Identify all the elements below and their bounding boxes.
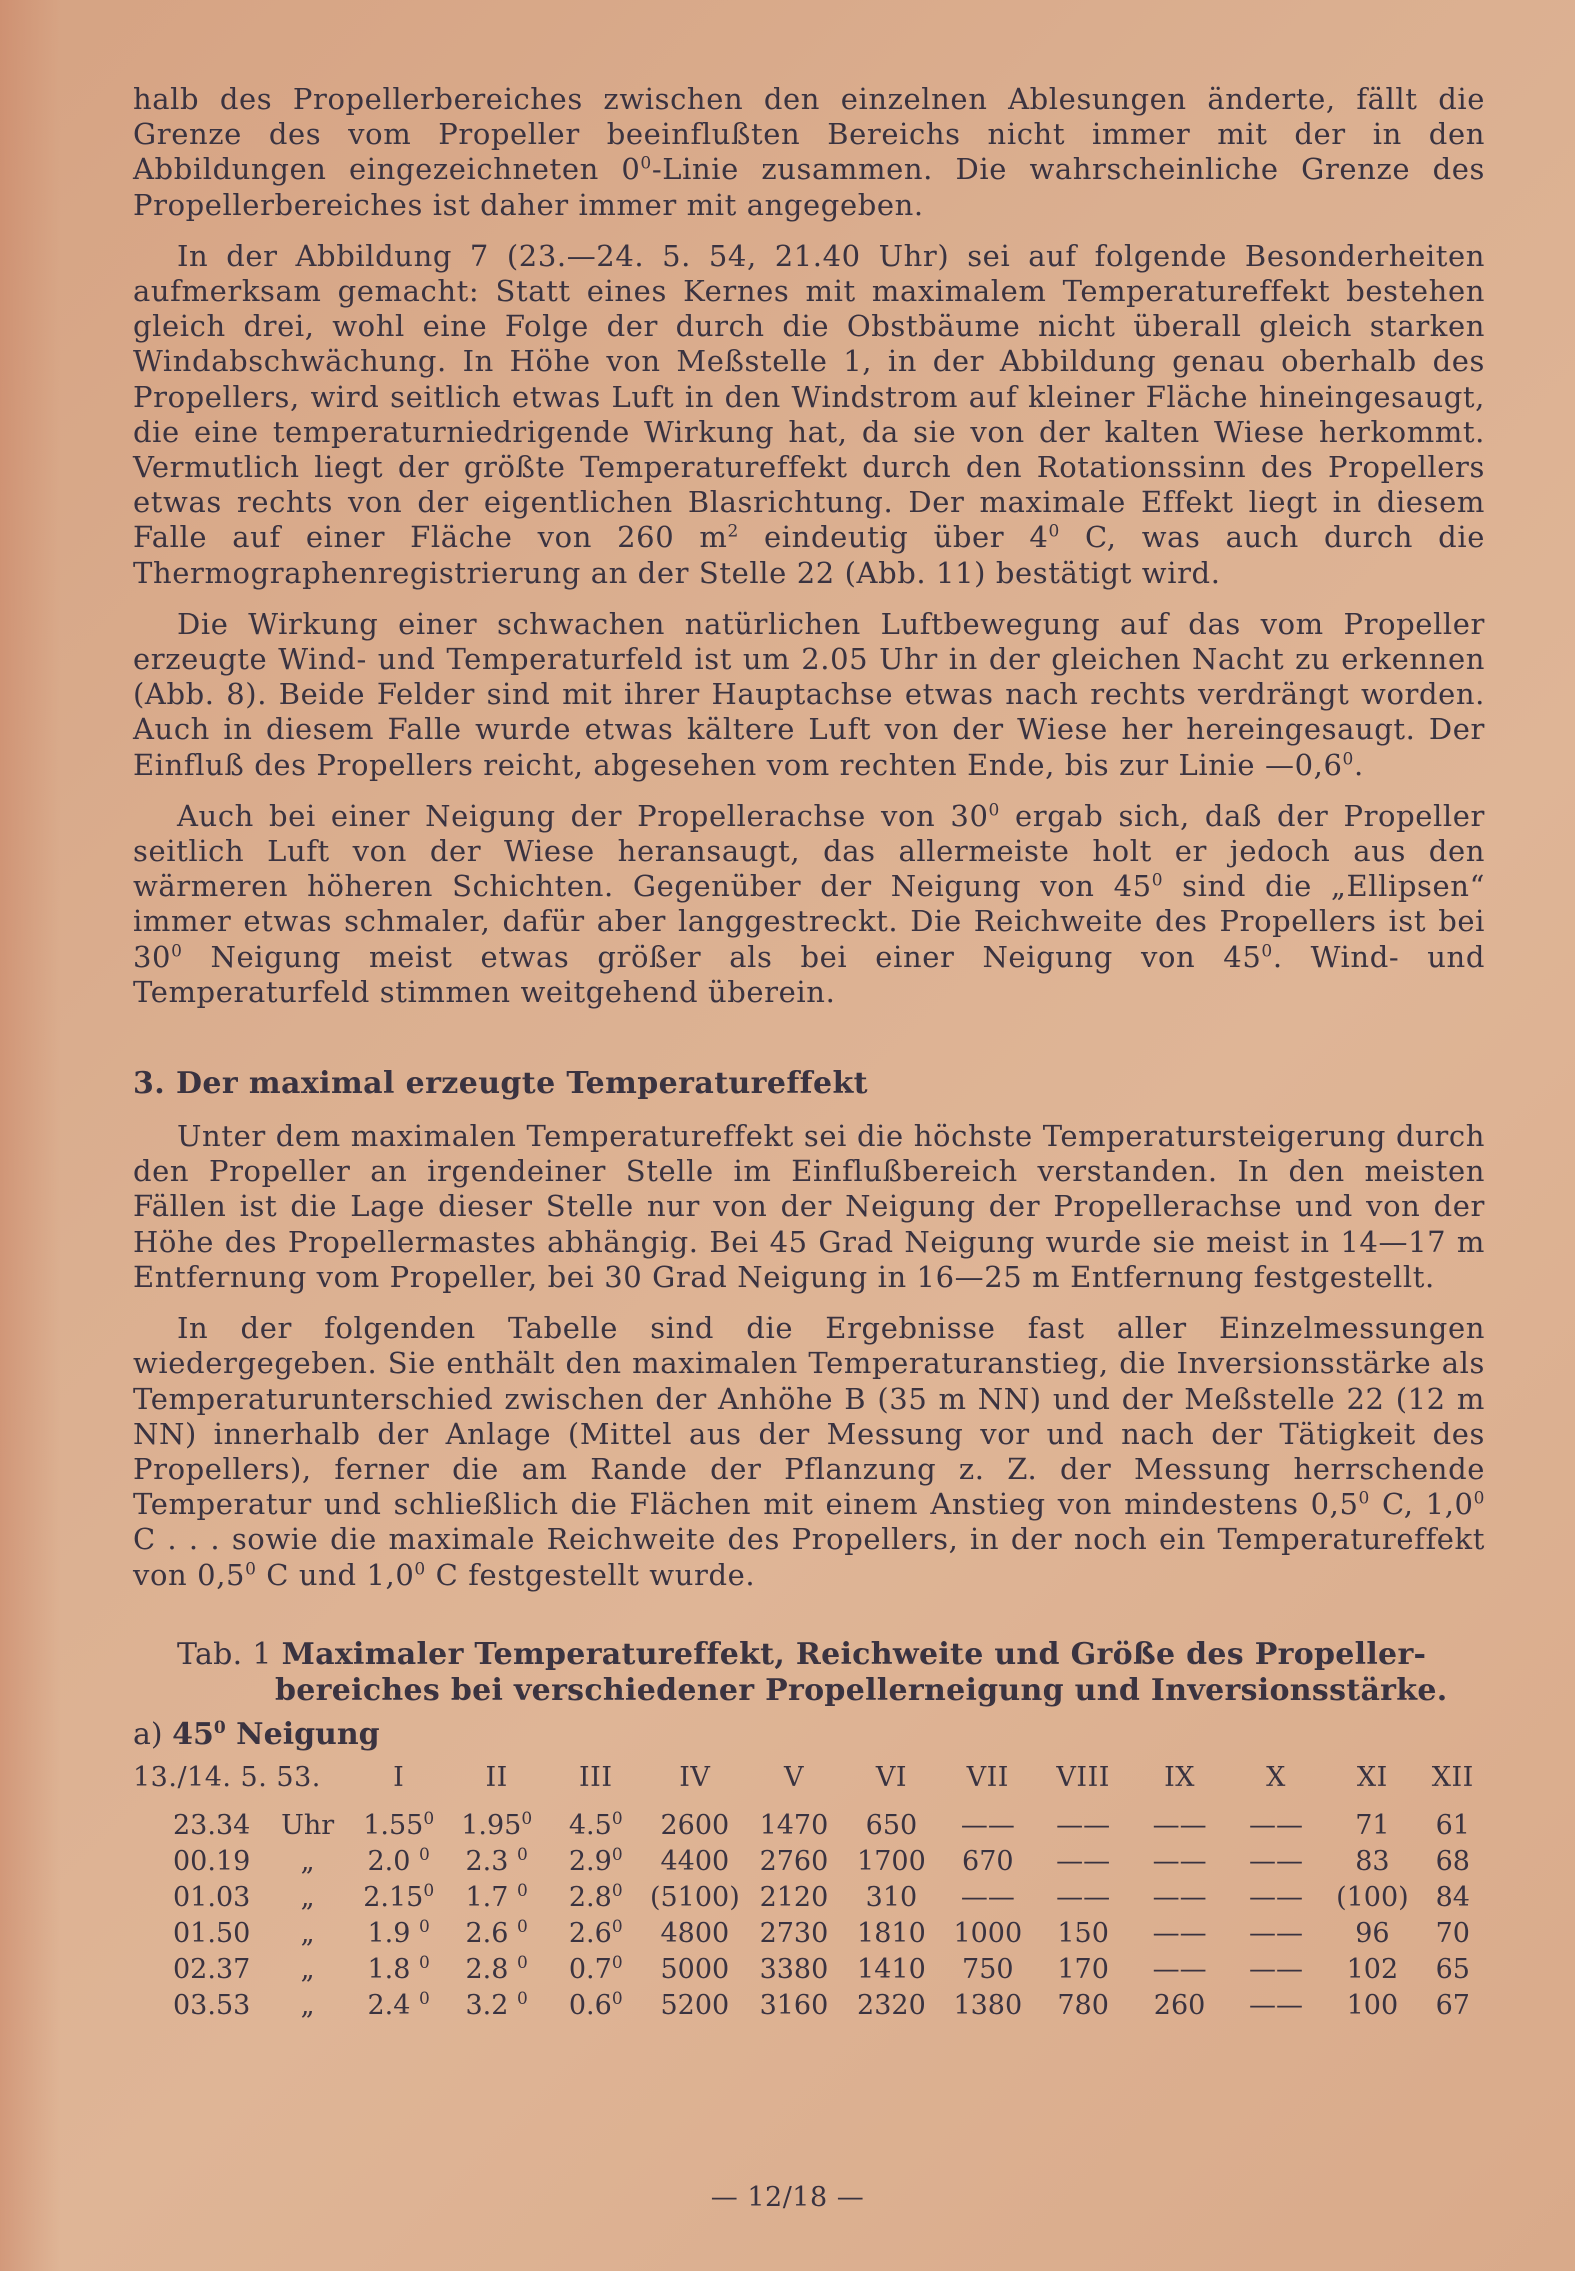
table-cell: 2.4 $^0$ xyxy=(367,1989,430,2022)
table-cell: 96 xyxy=(1355,1918,1390,1950)
table-cell: 71 xyxy=(1355,1810,1390,1842)
table-cell: 83 xyxy=(1355,1846,1390,1878)
table-cell: $2.6^0$ xyxy=(568,1917,623,1950)
table-cell: $2.8^0$ xyxy=(568,1881,623,1914)
table-header-cell: XI xyxy=(1356,1762,1388,1794)
table-cell: 2.15$^0$ xyxy=(363,1881,435,1914)
table-header-cell: 13./14. 5. 53. xyxy=(133,1762,321,1794)
table-cell: 67 xyxy=(1435,1990,1470,2022)
table-cell: 68 xyxy=(1435,1846,1470,1878)
table-sub-label xyxy=(133,1717,1485,1752)
section-heading: 3. Der maximal erzeugte Temperatureffekt xyxy=(133,1066,868,1102)
table-row xyxy=(133,1952,1485,1988)
table-header-cell: II xyxy=(485,1762,508,1794)
table-cell: 3380 xyxy=(759,1954,829,1986)
table-row xyxy=(133,1880,1485,1916)
table-cell: —— xyxy=(1056,1810,1111,1842)
table-cell: 670 xyxy=(962,1846,1014,1878)
table-cell: „ xyxy=(300,1846,315,1878)
table-cell: 100 xyxy=(1346,1990,1399,2022)
table-cell: —— xyxy=(1152,1810,1207,1842)
table-cell: 2600 xyxy=(660,1810,730,1842)
paragraph: Auch bei einer Neigung der Propellerachse von $30^0$ ergab sich, daß der Propeller seitlich Luft von der Wiese heransaugt, das allermeiste holt er jedoch aus den wärmeren höheren Schichten. Gegenüber der Neigung von $45^0$ sind die „Ellipsen“ immer etwas schmaler, dafür aber langgestreckt. Die Reichweite des Propellers ist bei $30^0$ Neigung meist etwas größer als bei einer Neigung von $45^0$. Wind- und Temperaturfeld stimmen weitgehend überein. xyxy=(133,798,1486,1009)
table-cell: —— xyxy=(1248,1990,1303,2022)
table-cell: 2120 xyxy=(759,1882,829,1914)
page-number: — 12/18 — xyxy=(710,2182,865,2213)
table-cell: 260 xyxy=(1153,1990,1206,2022)
table-cell: —— xyxy=(1152,1846,1207,1878)
table-cell: 2.0 $^0$ xyxy=(367,1845,430,1878)
table-cell: —— xyxy=(1248,1846,1303,1878)
table-cell: —— xyxy=(1056,1882,1111,1914)
page-content xyxy=(133,82,1485,2024)
table-cell: 2730 xyxy=(759,1918,829,1950)
table-header-cell: IV xyxy=(679,1762,711,1794)
table-cell: 1470 xyxy=(759,1810,829,1842)
table-cell: —— xyxy=(1248,1810,1303,1842)
table-cell: Uhr xyxy=(281,1810,335,1842)
table-caption-line2: bereiches bei verschiedener Propellerneigung und Inversionsstärke. xyxy=(275,1672,1448,1708)
table-caption-line1: Maximaler Temperatureffekt, Reichweite und Größe des Propeller- xyxy=(281,1636,1427,1672)
table-cell: 01.03 xyxy=(173,1882,251,1914)
results-table xyxy=(133,1758,1485,2024)
table-cell: —— xyxy=(1152,1918,1207,1950)
paragraph: Die Wirkung einer schwachen natürlichen Luftbewegung auf das vom Propeller erzeugte Wind- und Temperaturfeld ist um 2.05 Uhr in der gleichen Nacht zu erkennen (Abb. 8). Beide Felder sind mit ihrer Hauptachse etwas nach rechts verdrängt worden. Auch in diesem Falle wurde etwas kältere Luft von der Wiese her hereingesaugt. Der Einfluß des Propellers reicht, abgesehen vom rechten Ende, bis zur Linie $—0,6^0$. xyxy=(133,606,1485,782)
table-cell: 61 xyxy=(1435,1810,1470,1842)
table-cell: 03.53 xyxy=(173,1990,251,2022)
table-cell: „ xyxy=(300,1990,315,2022)
table-cell: 01.50 xyxy=(173,1918,251,1950)
table-cell: —— xyxy=(960,1810,1015,1842)
table-row xyxy=(133,1808,1485,1844)
table-cell: 650 xyxy=(865,1810,918,1842)
table-cell: —— xyxy=(1248,1918,1303,1950)
table-cell: —— xyxy=(1152,1954,1207,1986)
table-cell: 1410 xyxy=(857,1954,926,1986)
table-cell: —— xyxy=(960,1882,1015,1914)
table-header-cell: VI xyxy=(875,1762,907,1794)
table-cell: 3.2 $^0$ xyxy=(465,1989,528,2022)
table-cell: 2.6 $^0$ xyxy=(465,1917,528,1950)
table-cell: 65 xyxy=(1435,1954,1470,1986)
table-row xyxy=(133,1988,1485,2024)
paragraph: Unter dem maximalen Temperatureffekt sei die höchste Temperatursteigerung durch den Propeller an irgendeiner Stelle im Einflußbereich verstanden. In den meisten Fällen ist die Lage dieser Stelle nur von der Neigung der Propellerachse und von der Höhe des Propellermastes abhängig. Bei 45 Grad Neigung wurde sie meist in 14—17 m Entfernung vom Propeller, bei 30 Grad Neigung in 16—25 m Entfernung festgestellt. xyxy=(133,1119,1485,1294)
table-cell: „ xyxy=(300,1918,315,1950)
body-text-top xyxy=(133,82,1485,1010)
table-cell: 102 xyxy=(1346,1954,1399,1986)
table-cell: 4800 xyxy=(660,1918,730,1950)
table-header-cell: I xyxy=(393,1762,405,1794)
table-cell: 5000 xyxy=(660,1954,730,1986)
table-row xyxy=(133,1844,1485,1880)
sub-label-prefix: a) xyxy=(133,1716,173,1752)
table-header-row xyxy=(133,1758,1485,1808)
table-header-cell: VII xyxy=(966,1762,1009,1794)
table-row xyxy=(133,1916,1485,1952)
table-cell: 23.34 xyxy=(173,1810,251,1842)
table-cell: $0.7^0$ xyxy=(568,1953,623,1986)
sub-label-text: $45^0$ Neigung xyxy=(172,1716,380,1752)
table-cell: 150 xyxy=(1057,1918,1109,1950)
table-cell: 1.9 $^0$ xyxy=(367,1917,430,1950)
table-cell: 4400 xyxy=(660,1846,730,1878)
table-cell: —— xyxy=(1248,1882,1303,1914)
table-cell: 170 xyxy=(1057,1954,1109,1986)
table-cell: 2320 xyxy=(857,1990,926,2022)
table-header-cell: III xyxy=(579,1762,613,1794)
table-body xyxy=(133,1808,1485,2024)
table-header-cell: XII xyxy=(1431,1762,1474,1794)
table-cell: „ xyxy=(300,1954,315,1986)
body-text-section xyxy=(133,1119,1485,1593)
paragraph: halb des Propellerbereiches zwischen den einzelnen Ablesungen änderte, fällt die Grenze des vom Propeller beeinflußten Bereichs nicht immer mit der in den Abbildungen eingezeichneten $0^0$-Linie zusammen. Die wahrscheinliche Grenze des Propellerbereiches ist daher immer mit angegeben. xyxy=(133,82,1485,222)
table-cell: 1.55$^0$ xyxy=(363,1809,435,1842)
table-cell: 310 xyxy=(865,1882,918,1914)
table-caption-prefix: Tab. 1 xyxy=(177,1636,282,1672)
table-cell: 1380 xyxy=(953,1990,1023,2022)
page-edge-shading xyxy=(0,0,60,2271)
table-cell: $4.5^0$ xyxy=(568,1809,623,1842)
table-cell: (5100) xyxy=(649,1882,740,1914)
table-cell: —— xyxy=(1152,1882,1207,1914)
table-cell: „ xyxy=(300,1882,315,1914)
table-cell: 2.3 $^0$ xyxy=(465,1845,528,1878)
table-header-cell: VIII xyxy=(1056,1762,1110,1794)
table-cell: 750 xyxy=(962,1954,1014,1986)
table-header-cell: IX xyxy=(1164,1762,1195,1794)
paragraph: In der folgenden Tabelle sind die Ergebnisse fast aller Einzelmessungen wiedergegeben. Sie enthält den maximalen Temperaturanstieg, die Inversionsstärke als Temperaturunterschied zwischen der Anhöhe B (35 m NN) und der Meßstelle 22 (12 m NN) innerhalb der Anlage (Mittel aus der Messung vor und nach der Tätigkeit des Propellers), ferner die am Rande der Pflanzung z. Z. der Messung herrschende Temperatur und schließlich die Flächen mit einem Anstieg von mindestens $0,5^0$ C, $1,0^0$ C . . . sowie die maximale Reichweite des Propellers, in der noch ein Temperatureffekt von $0,5^0$ C und $1,0^0$ C festgestellt wurde. xyxy=(133,1311,1485,1592)
table-cell: 84 xyxy=(1435,1882,1470,1914)
table-cell: $0.6^0$ xyxy=(568,1989,623,2022)
table-cell: 1000 xyxy=(953,1918,1023,1950)
table-cell: 02.37 xyxy=(173,1954,251,1986)
table-header-cell: X xyxy=(1266,1762,1286,1794)
table-cell: 2.8 $^0$ xyxy=(465,1953,528,1986)
paragraph: In der Abbildung 7 (23.—24. 5. 54, 21.40 Uhr) sei auf folgende Besonderheiten aufmerksam gemacht: Statt eines Kernes mit maximalem Temperatureffekt bestehen gleich drei, wohl eine Folge der durch die Obstbäume nicht überall gleich starken Windabschwächung. In Höhe von Meßstelle 1, in der Abbildung genau oberhalb des Propellers, wird seitlich etwas Luft in den Windstrom auf kleiner Fläche hineingesaugt, die eine temperaturniedrigende Wirkung hat, da sie von der kalten Wiese herkommt. Vermutlich liegt der größte Temperatureffekt durch den Rotationssinn des Propellers etwas rechts von der eigentlichen Blasrichtung. Der maximale Effekt liegt in diesem Falle auf einer Fläche von 260 $m^2$ eindeutig über $4^0$ C, was auch durch die Thermographenregistrierung an der Stelle 22 (Abb. 11) bestätigt wird. xyxy=(133,238,1485,590)
table-cell: (100) xyxy=(1336,1882,1409,1914)
table-cell: —— xyxy=(1248,1954,1303,1986)
table-cell: 2760 xyxy=(759,1846,829,1878)
table-cell: 780 xyxy=(1057,1990,1109,2022)
table-cell: 1.8 $^0$ xyxy=(367,1953,430,1986)
table-cell: 3160 xyxy=(759,1990,829,2022)
table-cell: 1.7 $^0$ xyxy=(465,1881,528,1914)
table-cell: 5200 xyxy=(660,1990,730,2022)
table-cell: 1810 xyxy=(857,1918,926,1950)
table-cell: 1.95$^0$ xyxy=(461,1809,533,1842)
table-caption xyxy=(177,1637,1485,1709)
table-cell: 1700 xyxy=(857,1846,926,1878)
table-cell: 70 xyxy=(1435,1918,1470,1950)
table-header-cell: V xyxy=(783,1762,804,1794)
table-cell: 00.19 xyxy=(173,1846,251,1878)
table-cell: $2.9^0$ xyxy=(568,1845,623,1878)
table-cell: —— xyxy=(1056,1846,1111,1878)
